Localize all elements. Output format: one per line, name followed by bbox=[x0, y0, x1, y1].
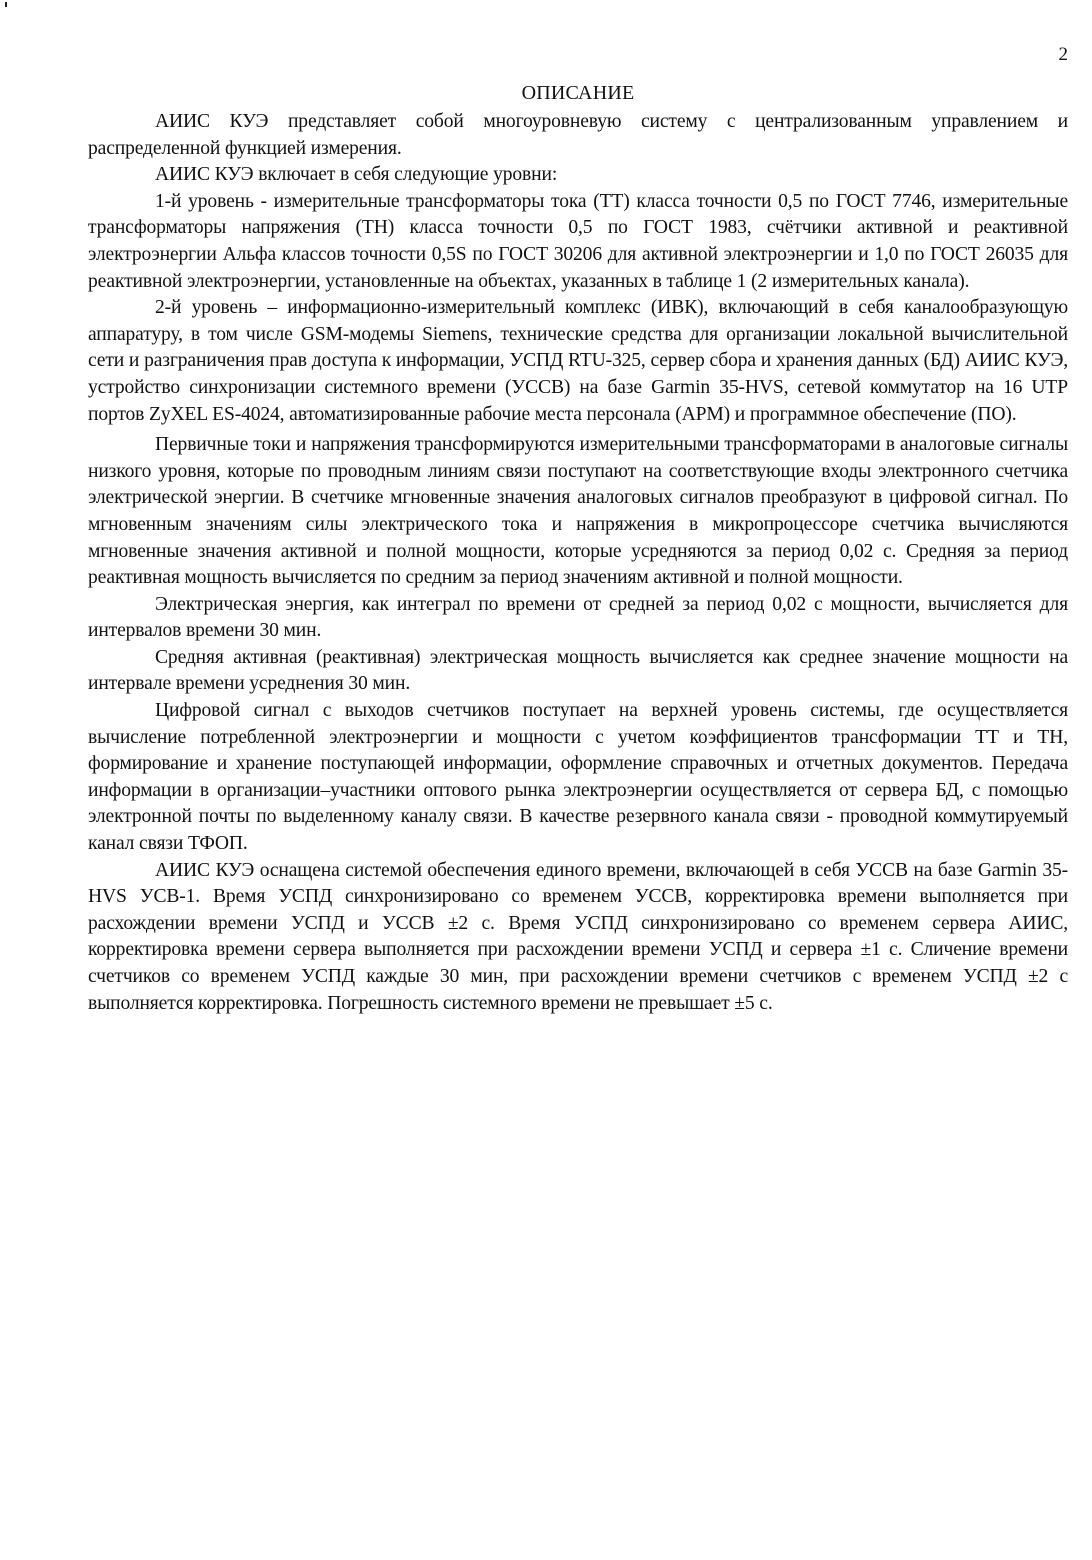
document-body bbox=[88, 109, 1068, 1017]
paragraph-level-2: 2-й уровень – информационно-измерительный комплекс (ИВК), включающий в себя каналообразующую аппаратуру, в том числе GSM-модемы Siemens, технические средства для организации локальной вычислительной сети и разграничения прав доступа к информации, УСПД RTU-325, сервер сбора и хранения данных (БД) АИИС КУЭ, устройство синхронизации системного времени (УССВ) на базе Garmin 35-HVS, сетевой коммутатор на 16 UTP портов ZyXEL ES-4024, автоматизированные рабочие места персонала (АРМ) и программное обеспечение (ПО). bbox=[88, 297, 1068, 425]
scan-artifact bbox=[5, 2, 7, 7]
paragraph-primary-currents: Первичные токи и напряжения трансформируются измерительными трансформаторами в аналоговые сигналы низкого уровня, которые по проводным линиям связи поступают на соответствующие входы электронного счетчика электрической энергии. В счетчике мгновенные значения аналоговых сигналов преобразуют в цифровой сигнал. По мгновенным значениям силы электрического тока и напряжения в микропроцессоре счетчика вычисляются мгновенные значения активной и полной мощности, которые усредняются за период 0,02 с. Средняя за период реактивная мощность вычисляется по средним за период значениям активной и полной мощности. bbox=[88, 434, 1068, 589]
paragraph-average-power: Средняя активная (реактивная) электрическая мощность вычисляется как среднее значение мощности на интервале времени усреднения 30 мин. bbox=[88, 646, 1068, 695]
paragraph-time-sync: АИИС КУЭ оснащена системой обеспечения единого времени, включающей в себя УССВ на базе Garmin 35-HVS УСВ-1. Время УСПД синхронизировано со временем УССВ, корректировка времени выполняется при расхождении времени УСПД и УССВ ±2 с. Время УСПД синхронизировано со временем сервера АИИС, корректировка времени сервера выполняется при расхождении времени УСПД и сервера ±1 с. Сличение времени счетчиков со временем УСПД каждые 30 мин, при расхождении времени счетчиков с временем УСПД ±2 с выполняется корректировка. Погрешность системного времени не превышает ±5 с. bbox=[88, 859, 1068, 1014]
page-number: 2 bbox=[1058, 44, 1068, 65]
paragraph-digital-signal: Цифровой сигнал с выходов счетчиков поступает на верхней уровень системы, где осуществляется вычисление потребленной электроэнергии и мощности с учетом коэффициентов трансформации ТТ и ТН, формирование и хранение поступающей информации, оформление справочных и отчетных документов. Передача информации в организации–участники оптового рынка электроэнергии осуществляется от сервера БД, с помощью электронной почты по выделенному каналу связи. В качестве резервного канала связи - проводной коммутируемый канал связи ТФОП. bbox=[88, 700, 1068, 855]
paragraph-levels-heading: АИИС КУЭ включает в себя следующие уровни: bbox=[155, 164, 558, 186]
page-title: ОПИСАНИЕ bbox=[521, 82, 635, 104]
paragraph-level-1: 1-й уровень - измерительные трансформаторы тока (ТТ) класса точности 0,5 по ГОСТ 7746, измерительные трансформаторы напряжения (ТН) класса точности 0,5 по ГОСТ 1983, счётчики активной и реактивной электроэнергии Альфа классов точности 0,5S по ГОСТ 30206 для активной электроэнергии и 1,0 по ГОСТ 26035 для реактивной электроэнергии, установленные на объектах, указанных в таблице 1 (2 измерительных канала). bbox=[88, 190, 1068, 292]
paragraph-energy-integral: Электрическая энергия, как интеграл по времени от средней за период 0,02 с мощности, вычисляется для интервалов времени 30 мин. bbox=[88, 593, 1068, 642]
paragraph-intro: АИИС КУЭ представляет собой многоуровневую систему с централизованным управлением и распределенной функцией измерения. bbox=[88, 111, 1068, 159]
